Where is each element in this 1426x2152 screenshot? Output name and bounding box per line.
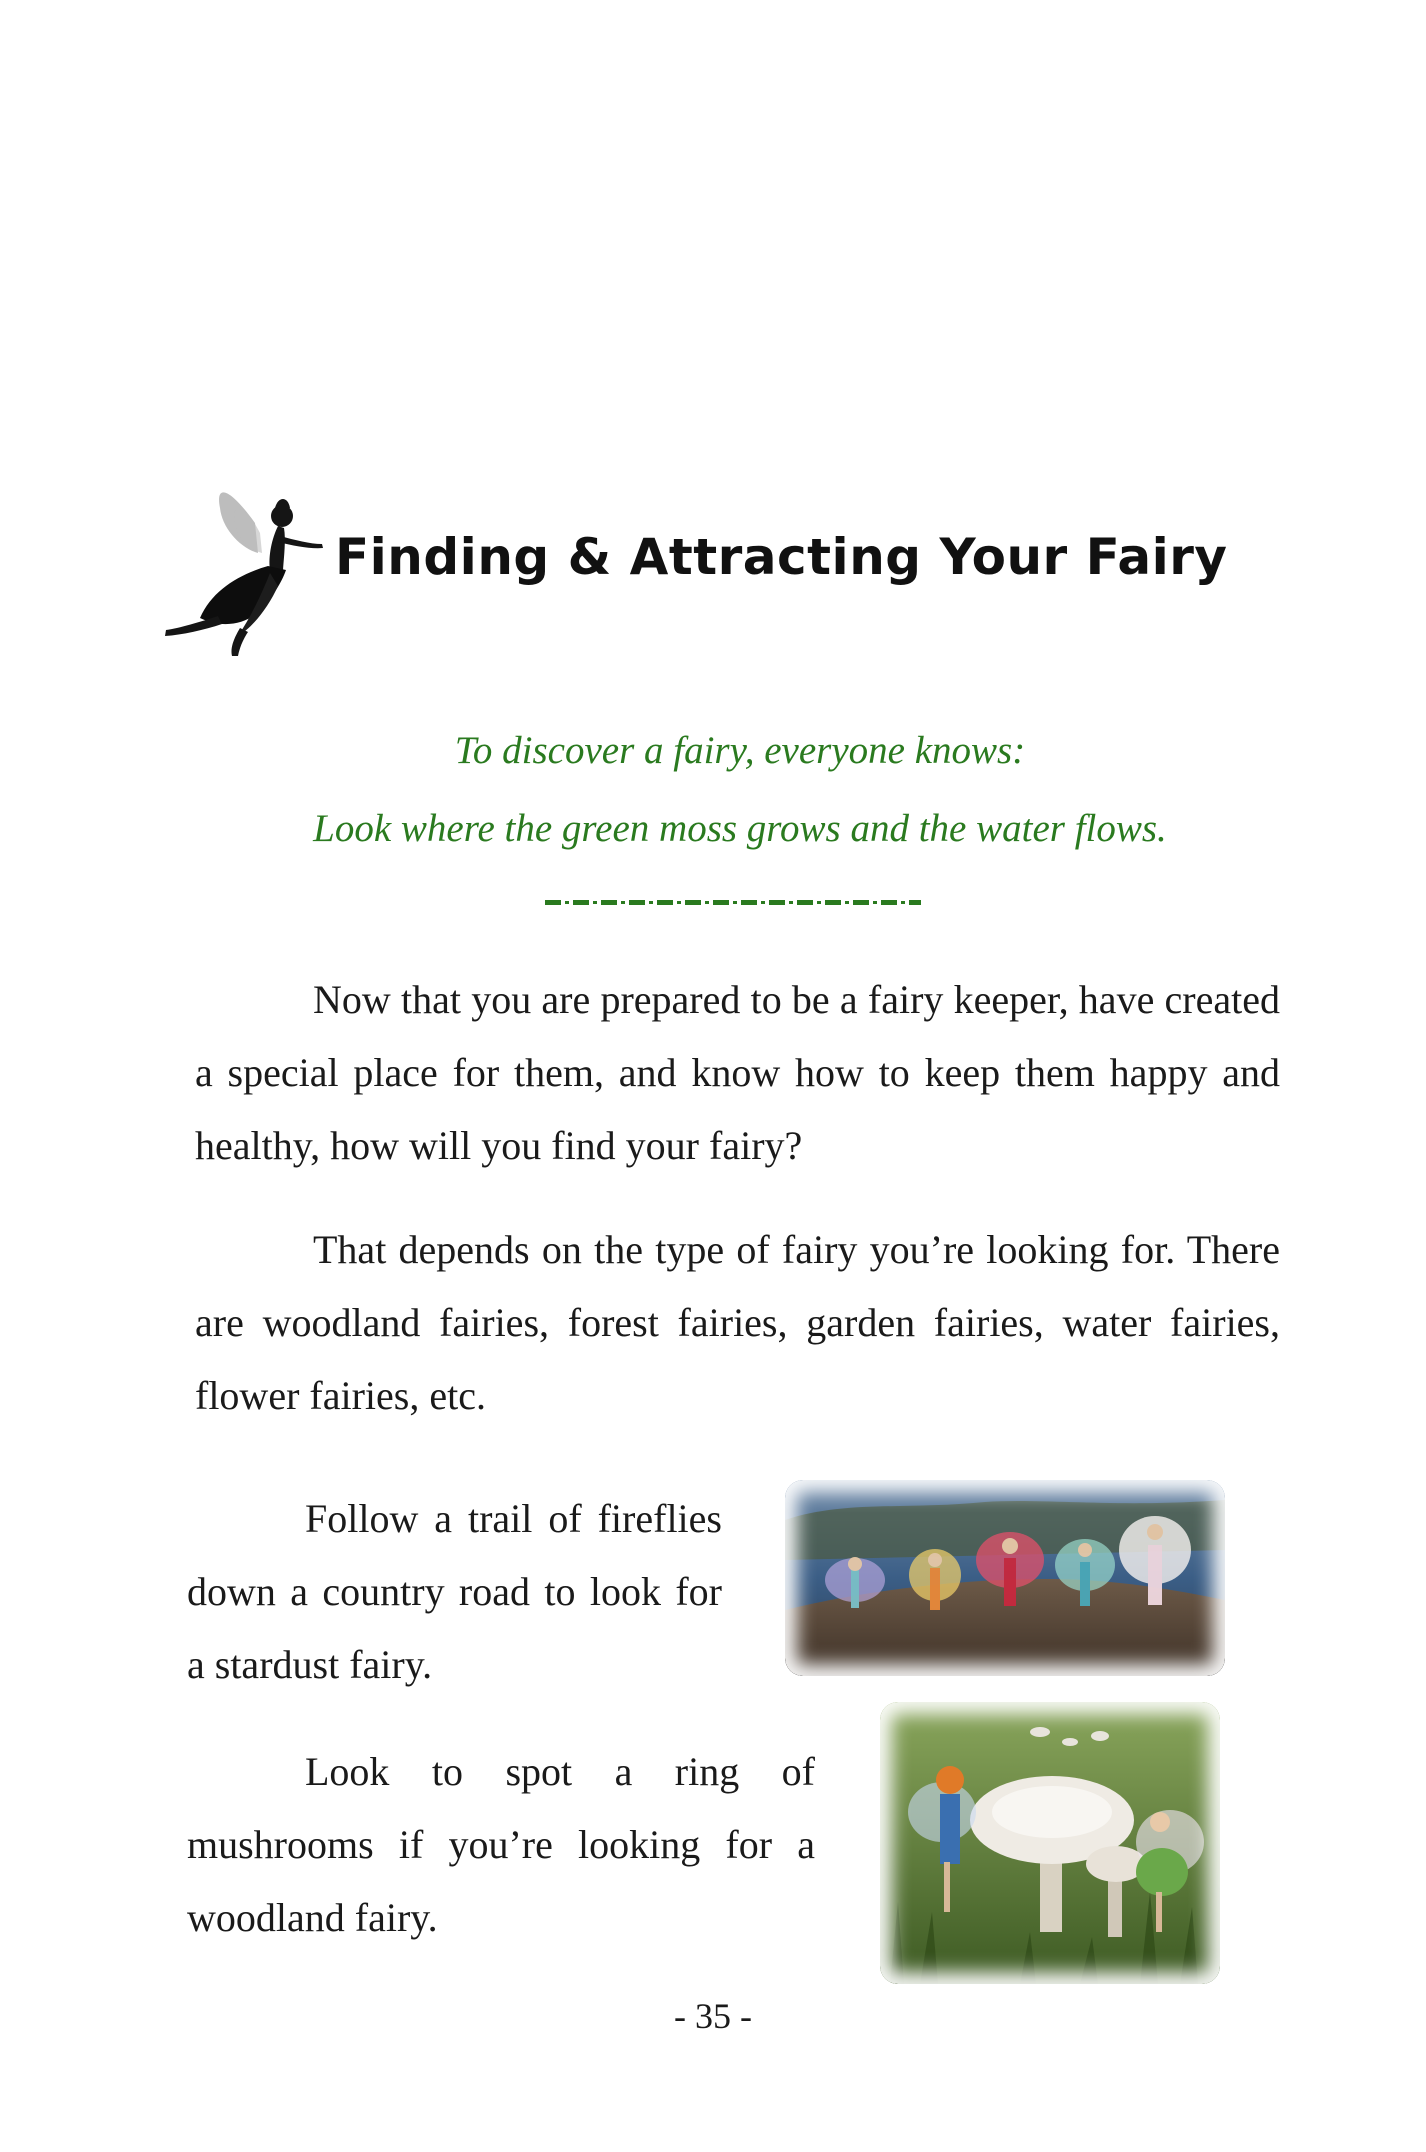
paragraph-stardust-fairy: Follow a trail of fireflies down a country road to look for a stardust fairy. [187, 1496, 722, 1687]
page-number: - 35 - [674, 1996, 752, 2036]
chapter-title: Finding & Attracting Your Fairy [335, 528, 1228, 586]
paragraph-fairy-types: That depends on the type of fairy you’re looking for. There are woodland fairies, forest fairies, garden fairies, water fairies, flower fairies, etc. [195, 1227, 1280, 1418]
fairy-figurines-on-log-photo [785, 1480, 1225, 1676]
fairy-silhouette-icon [160, 478, 330, 658]
rhyme-line-1: To discover a fairy, everyone knows: [454, 729, 1026, 772]
paragraph-woodland-fairy: Look to spot a ring of mushrooms if you’re looking for a woodland fairy. [187, 1749, 815, 1940]
rhyme-line-2: Look where the green moss grows and the water flows. [313, 807, 1167, 850]
chapter-heading [160, 478, 1260, 668]
fairies-by-mushroom-photo [880, 1702, 1220, 1984]
rhyme-epigraph [250, 712, 1230, 868]
paragraph-fairy-keeper: Now that you are prepared to be a fairy keeper, have created a special place for them, and know how to keep them happy and healthy, how will you find your fairy? [195, 977, 1280, 1168]
dotted-divider [545, 897, 925, 907]
